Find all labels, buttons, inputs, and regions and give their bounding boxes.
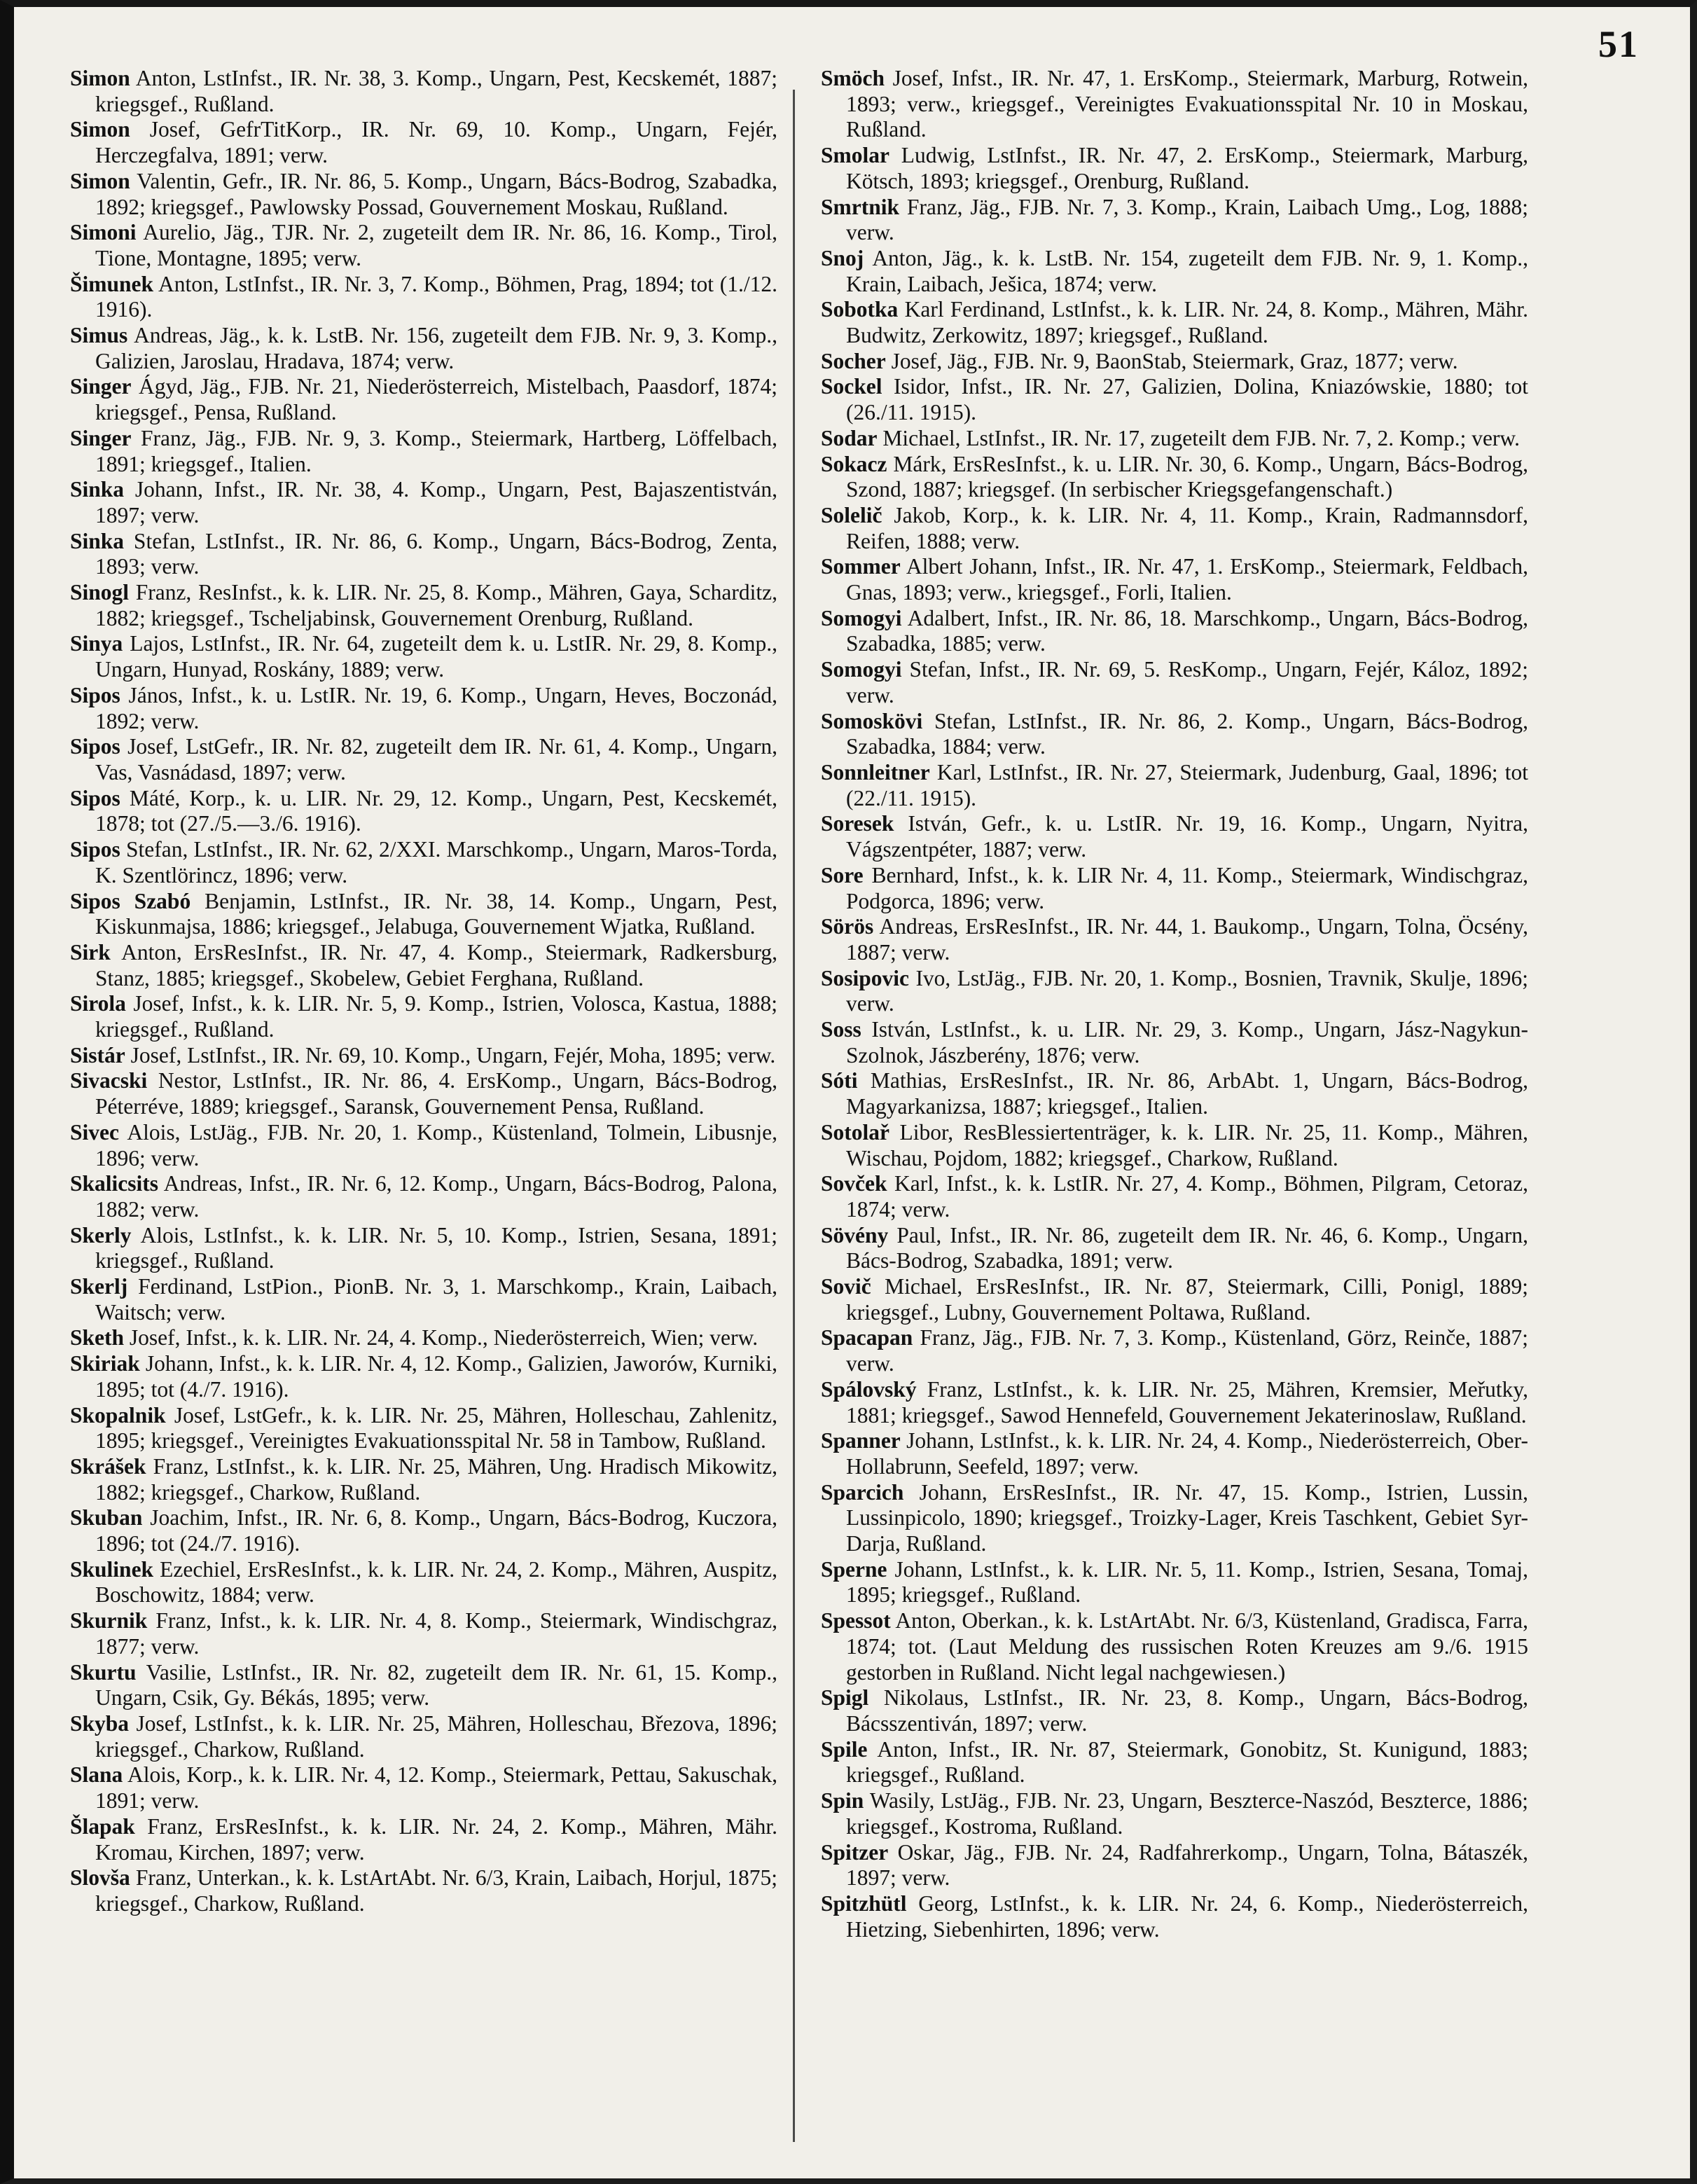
list-entry xyxy=(70,1120,777,1171)
entry-details: Josef, LstGefr., k. k. LIR. Nr. 25, Mähren, Holleschau, Zahlenitz, 1895; kriegsgef., Vereinigtes Evakuationsspital Nr. 58 in Tambow, Rußland. xyxy=(95,1402,778,1453)
entry-details: Andreas, ErsResInfst., IR. Nr. 44, 1. Baukomp., Ungarn, Tolna, Öcsény, 1887; verw. xyxy=(846,914,1528,965)
entry-surname: Sirola xyxy=(70,991,126,1016)
list-entry xyxy=(70,1814,777,1865)
entry-details: Libor, ResBlessiertenträger, k. k. LIR. Nr. 25, 11. Komp., Mähren, Wischau, Pojdom, 1882; kriegsgef., Charkow, Rußland. xyxy=(846,1119,1528,1170)
entry-surname: Sparcich xyxy=(821,1479,904,1505)
entry-surname: Smöch xyxy=(821,66,885,90)
list-entry xyxy=(70,1608,777,1659)
list-entry xyxy=(70,1762,777,1813)
list-entry xyxy=(70,1454,777,1505)
entry-surname: Skuban xyxy=(70,1505,143,1530)
entry-details: Ágyd, Jäg., FJB. Nr. 21, Niederösterreich, Mistelbach, Paasdorf, 1874; kriegsgef., Pensa, Rußland. xyxy=(95,374,777,425)
entry-surname: Sovič xyxy=(821,1274,871,1299)
entry-surname: Sokacz xyxy=(821,451,887,476)
list-entry xyxy=(821,863,1528,914)
list-entry xyxy=(821,914,1528,965)
entry-details: Franz, Jäg., FJB. Nr. 7, 3. Komp., Küstenland, Görz, Reinče, 1887; verw. xyxy=(846,1325,1529,1376)
entry-surname: Slovša xyxy=(70,1865,130,1891)
entry-surname: Sommer xyxy=(821,554,901,579)
entry-surname: Sivec xyxy=(70,1119,119,1145)
entry-surname: Sinya xyxy=(70,631,123,656)
entry-surname: Sotolař xyxy=(821,1119,889,1145)
list-entry xyxy=(821,1171,1528,1222)
entry-surname: Spitzhütl xyxy=(821,1891,907,1916)
entry-details: Benjamin, LstInfst., IR. Nr. 38, 14. Komp., Ungarn, Pest, Kiskunmajsa, 1886; kriegsgef., Jelabuga, Gouvernement Wjatka, Rußland. xyxy=(95,888,777,939)
entry-details: Franz, ResInfst., k. k. LIR. Nr. 25, 8. Komp., Mähren, Gaya, Scharditz, 1882; kriegsgef., Tscheljabinsk, Gouvernement Orenburg, Rußland. xyxy=(95,580,777,630)
entry-details: Nestor, LstInfst., IR. Nr. 86, 4. ErsKomp., Ungarn, Bács-Bodrog, Péterréve, 1889; kriegsgef., Saransk, Gouvernement Pensa, Rußland. xyxy=(95,1068,778,1119)
entry-surname: Sinogl xyxy=(70,580,130,605)
entry-details: Andreas, Jäg., k. k. LstB. Nr. 156, zugeteilt dem FJB. Nr. 9, 3. Komp., Galizien, Jaroslau, Hradava, 1874; verw. xyxy=(95,323,777,373)
entry-surname: Skopalnik xyxy=(70,1402,166,1428)
list-entry xyxy=(821,1223,1528,1274)
column-divider xyxy=(793,90,795,2142)
entry-surname: Skrášek xyxy=(70,1453,146,1479)
entry-surname: Simus xyxy=(70,323,128,348)
list-entry xyxy=(70,1711,777,1762)
list-entry xyxy=(821,503,1528,554)
entry-details: Mathias, ErsResInfst., IR. Nr. 86, ArbAbt. 1, Ungarn, Bács-Bodrog, Magyarkanizsa, 1887; kriegsgef., Italien. xyxy=(846,1068,1529,1119)
list-entry xyxy=(70,1403,777,1454)
list-entry xyxy=(70,1351,777,1402)
entry-surname: Sinka xyxy=(70,528,125,553)
list-entry xyxy=(821,1608,1528,1685)
list-entry xyxy=(70,1325,777,1351)
entry-details: István, Gefr., k. u. LstIR. Nr. 19, 16. Komp., Ungarn, Nyitra, Vágszentpéter, 1887; verw. xyxy=(846,811,1528,862)
entry-details: Márk, ErsResInfst., k. u. LIR. Nr. 30, 6. Komp., Ungarn, Bács-Bodrog, Szond, 1887; kriegsgef. (In serbischer Kriegsgefangenschaft.) xyxy=(846,451,1529,502)
entry-surname: Smolar xyxy=(821,143,889,168)
entry-surname: Sosipovic xyxy=(821,965,910,990)
entry-details: Oskar, Jäg., FJB. Nr. 24, Radfahrerkomp., Ungarn, Tolna, Bátaszék, 1897; verw. xyxy=(846,1839,1529,1891)
entry-surname: Spile xyxy=(821,1736,868,1762)
list-entry xyxy=(70,1171,777,1222)
entry-details: Franz, Infst., k. k. LIR. Nr. 4, 8. Komp., Steiermark, Windischgraz, 1877; verw. xyxy=(95,1608,778,1659)
list-entry xyxy=(821,1557,1528,1608)
list-entry xyxy=(821,966,1528,1017)
list-entry xyxy=(821,1737,1528,1788)
entry-details: Josef, GefrTitKorp., IR. Nr. 69, 10. Komp., Ungarn, Fejér, Herczegfalva, 1891; verw. xyxy=(95,117,777,168)
entry-details: Stefan, LstInfst., IR. Nr. 86, 2. Komp., Ungarn, Bács-Bodrog, Szabadka, 1884; verw. xyxy=(846,708,1529,759)
entry-surname: Sipos xyxy=(70,734,120,759)
list-entry xyxy=(70,1274,777,1325)
list-entry xyxy=(70,117,777,168)
entry-surname: Simon xyxy=(70,66,130,90)
entry-surname: Šlapak xyxy=(70,1813,135,1839)
list-entry xyxy=(70,734,777,785)
entry-details: Jakob, Korp., k. k. LIR. Nr. 4, 11. Komp., Krain, Radmannsdorf, Reifen, 1888; verw. xyxy=(846,502,1528,553)
list-entry xyxy=(821,1480,1528,1557)
entry-details: Anton, Jäg., k. k. LstB. Nr. 154, zugeteilt dem FJB. Nr. 9, 1. Komp., Krain, Laibach, Ješica, 1874; verw. xyxy=(846,245,1528,296)
entry-details: Franz, LstInfst., k. k. LIR. Nr. 25, Mähren, Kremsier, Meřutky, 1881; kriegsgef., Sawod Hennefeld, Gouvernement Jekaterinoslaw, Rußland. xyxy=(846,1376,1529,1428)
entry-details: Michael, ErsResInfst., IR. Nr. 87, Steiermark, Cilli, Ponigl, 1889; kriegsgef., Lubny, Gouvernement Poltawa, Rußland. xyxy=(846,1274,1528,1325)
list-entry xyxy=(70,272,777,323)
list-entry xyxy=(70,580,777,631)
list-entry xyxy=(70,940,777,991)
list-entry xyxy=(821,554,1528,605)
entry-surname: Sketh xyxy=(70,1325,125,1350)
list-entry xyxy=(821,811,1528,862)
entry-surname: Sore xyxy=(821,862,864,887)
entry-surname: Spálovský xyxy=(821,1376,917,1402)
list-entry xyxy=(70,1223,777,1274)
entry-surname: Snoj xyxy=(821,245,864,270)
entry-details: Franz, Unterkan., k. k. LstArtAbt. Nr. 6/3, Krain, Laibach, Horjul, 1875; kriegsgef., Charkow, Rußland. xyxy=(95,1865,777,1916)
list-entry xyxy=(70,529,777,580)
list-entry xyxy=(821,452,1528,503)
entry-surname: Sörös xyxy=(821,914,874,939)
right-column xyxy=(821,66,1528,1942)
entry-details: Anton, Infst., IR. Nr. 87, Steiermark, Gonobitz, St. Kunigund, 1883; kriegsgef., Rußland. xyxy=(846,1736,1528,1788)
list-entry xyxy=(70,374,777,425)
entry-details: Ferdinand, LstPion., PionB. Nr. 3, 1. Marschkomp., Krain, Laibach, Waitsch; verw. xyxy=(95,1274,778,1325)
entry-details: Lajos, LstInfst., IR. Nr. 64, zugeteilt dem k. u. LstIR. Nr. 29, 8. Komp., Ungarn, Hunyad, Roskány, 1889; verw. xyxy=(95,631,777,682)
entry-details: Alois, LstJäg., FJB. Nr. 20, 1. Komp., Küstenland, Tolmein, Libusnje, 1896; verw. xyxy=(95,1119,777,1170)
list-entry xyxy=(70,477,777,528)
list-entry xyxy=(821,1274,1528,1325)
entry-details: Isidor, Infst., IR. Nr. 27, Galizien, Dolina, Kniazówskie, 1880; tot (26./11. 1915). xyxy=(846,374,1529,425)
entry-details: Albert Johann, Infst., IR. Nr. 47, 1. ErsKomp., Steiermark, Feldbach, Gnas, 1893; verw., kriegsgef., Forli, Italien. xyxy=(846,554,1529,605)
entry-surname: Sipos xyxy=(70,682,120,707)
entry-details: Aurelio, Jäg., TJR. Nr. 2, zugeteilt dem IR. Nr. 86, 16. Komp., Tirol, Tione, Montagne, 1895; verw. xyxy=(95,220,777,270)
entry-surname: Spigl xyxy=(821,1685,869,1710)
entry-surname: Šimunek xyxy=(70,271,154,296)
list-entry xyxy=(821,1068,1528,1119)
entry-surname: Skurnik xyxy=(70,1608,148,1633)
entry-surname: Slana xyxy=(70,1762,123,1788)
list-entry xyxy=(70,66,777,117)
entry-surname: Simoni xyxy=(70,220,137,245)
list-entry xyxy=(70,1043,777,1069)
entry-surname: Sipos xyxy=(70,837,120,862)
entry-details: Valentin, Gefr., IR. Nr. 86, 5. Komp., Ungarn, Bács-Bodrog, Szabadka, 1892; kriegsgef., Pawlowsky Possad, Gouvernement Moskau, Rußland. xyxy=(95,168,777,219)
list-entry xyxy=(70,786,777,837)
entry-surname: Simon xyxy=(70,168,130,193)
list-entry xyxy=(821,66,1528,143)
entry-details: Anton, Oberkan., k. k. LstArtAbt. Nr. 6/3, Küstenland, Gradisca, Farra, 1874; tot. (Laut Meldung des russischen Roten Kreuzes am 9./6. 1915 gestorben in Rußland. Nicht legal nachgewiesen.) xyxy=(846,1608,1529,1685)
list-entry xyxy=(70,837,777,888)
entry-details: Johann, LstInfst., k. k. LIR. Nr. 5, 11. Komp., Istrien, Sesana, Tomaj, 1895; kriegsgef., Rußland. xyxy=(846,1556,1528,1608)
entry-details: Ivo, LstJäg., FJB. Nr. 20, 1. Komp., Bosnien, Travnik, Skulje, 1896; verw. xyxy=(846,965,1528,1016)
entry-surname: Spessot xyxy=(821,1608,891,1633)
list-entry xyxy=(821,1685,1528,1736)
list-entry xyxy=(821,195,1528,246)
entry-details: Alois, Korp., k. k. LIR. Nr. 4, 12. Komp., Steiermark, Pettau, Sakuschak, 1891; verw. xyxy=(95,1762,777,1813)
entry-details: Stefan, Infst., IR. Nr. 69, 5. ResKomp., Ungarn, Fejér, Káloz, 1892; verw. xyxy=(846,657,1529,707)
list-entry xyxy=(821,426,1528,452)
entry-details: Nikolaus, LstInfst., IR. Nr. 23, 8. Komp., Ungarn, Bács-Bodrog, Bácsszentiván, 1897; verw. xyxy=(846,1685,1528,1736)
entry-details: Andreas, Infst., IR. Nr. 6, 12. Komp., Ungarn, Bács-Bodrog, Palona, 1882; verw. xyxy=(95,1171,778,1222)
list-entry xyxy=(821,297,1528,348)
list-entry xyxy=(821,657,1528,708)
entry-surname: Spacapan xyxy=(821,1325,913,1350)
entry-details: Josef, LstInfst., IR. Nr. 69, 10. Komp., Ungarn, Fejér, Moha, 1895; verw. xyxy=(130,1042,776,1067)
entry-details: Anton, LstInfst., IR. Nr. 3, 7. Komp., Böhmen, Prag, 1894; tot (1./12. 1916). xyxy=(95,271,777,322)
entry-details: Josef, Infst., k. k. LIR. Nr. 24, 4. Komp., Niederösterreich, Wien; verw. xyxy=(129,1325,759,1350)
entry-details: Josef, Jäg., FJB. Nr. 9, BaonStab, Steiermark, Graz, 1877; verw. xyxy=(891,348,1458,373)
list-entry xyxy=(821,1377,1528,1428)
entry-details: Wasily, LstJäg., FJB. Nr. 23, Ungarn, Beszterce-Naszód, Beszterce, 1886; kriegsgef., Kostroma, Rußland. xyxy=(846,1788,1528,1839)
entry-surname: Solelič xyxy=(821,502,882,527)
entry-surname: Spin xyxy=(821,1788,864,1813)
entry-details: Johann, LstInfst., k. k. LIR. Nr. 24, 4. Komp., Niederösterreich, Ober-Hollabrunn, Seefeld, 1897; verw. xyxy=(846,1428,1528,1479)
left-column xyxy=(70,66,777,1917)
entry-details: János, Infst., k. u. LstIR. Nr. 19, 6. Komp., Ungarn, Heves, Boczonád, 1892; verw. xyxy=(95,682,778,733)
entry-details: Stefan, LstInfst., IR. Nr. 86, 6. Komp., Ungarn, Bács-Bodrog, Zenta, 1893; verw. xyxy=(95,528,777,579)
list-entry xyxy=(821,1788,1528,1839)
entry-surname: Skulinek xyxy=(70,1556,154,1582)
entry-details: Ezechiel, ErsResInfst., k. k. LIR. Nr. 24, 2. Komp., Mähren, Auspitz, Boschowitz, 1884; verw. xyxy=(95,1556,777,1608)
list-entry xyxy=(70,683,777,734)
entry-details: Ludwig, LstInfst., IR. Nr. 47, 2. ErsKomp., Steiermark, Marburg, Kötsch, 1893; kriegsgef., Orenburg, Rußland. xyxy=(846,143,1528,193)
list-entry xyxy=(70,1660,777,1711)
entry-surname: Somogyi xyxy=(821,657,902,682)
entry-surname: Somogyi xyxy=(821,605,902,630)
page-number: 51 xyxy=(1598,23,1639,65)
list-entry xyxy=(821,1428,1528,1479)
list-entry xyxy=(70,1068,777,1119)
entry-surname: Sonnleitner xyxy=(821,759,930,785)
entry-surname: Skiriak xyxy=(70,1351,140,1376)
entry-surname: Sipos xyxy=(70,785,120,810)
entry-surname: Skurtu xyxy=(70,1659,137,1685)
entry-surname: Sivacski xyxy=(70,1068,148,1093)
entry-details: Stefan, LstInfst., IR. Nr. 62, 2/XXI. Marschkomp., Ungarn, Maros-Torda, K. Szentlörincz, 1896; verw. xyxy=(95,837,778,887)
list-entry xyxy=(70,323,777,374)
entry-details: Josef, LstGefr., IR. Nr. 82, zugeteilt dem IR. Nr. 61, 4. Komp., Ungarn, Vas, Vasnádasd, 1897; verw. xyxy=(95,734,777,785)
list-entry xyxy=(821,1891,1528,1942)
entry-surname: Socher xyxy=(821,348,886,373)
list-entry xyxy=(821,349,1528,375)
entry-surname: Soresek xyxy=(821,811,894,836)
list-entry xyxy=(821,709,1528,760)
entry-surname: Sipos Szabó xyxy=(70,888,191,913)
entry-details: Josef, Infst., k. k. LIR. Nr. 5, 9. Komp., Istrien, Volosca, Kastua, 1888; kriegsgef., Rußland. xyxy=(95,991,777,1042)
list-entry xyxy=(821,760,1528,811)
entry-details: Anton, LstInfst., IR. Nr. 38, 3. Komp., Ungarn, Pest, Kecskemét, 1887; kriegsgef., Rußland. xyxy=(95,66,777,116)
list-entry xyxy=(70,991,777,1042)
entry-surname: Skerlj xyxy=(70,1274,128,1299)
entry-details: Karl, LstInfst., IR. Nr. 27, Steiermark, Judenburg, Gaal, 1896; tot (22./11. 1915). xyxy=(846,759,1528,810)
entry-surname: Spanner xyxy=(821,1428,901,1453)
entry-surname: Sperne xyxy=(821,1556,887,1582)
entry-surname: Spitzer xyxy=(821,1839,889,1865)
entry-surname: Skyba xyxy=(70,1711,130,1736)
entry-surname: Skalicsits xyxy=(70,1171,159,1196)
list-entry xyxy=(70,889,777,940)
entry-details: Paul, Infst., IR. Nr. 86, zugeteilt dem IR. Nr. 46, 6. Komp., Ungarn, Bács-Bodrog, Szabadka, 1891; verw. xyxy=(846,1222,1528,1273)
entry-details: Adalbert, Infst., IR. Nr. 86, 18. Marschkomp., Ungarn, Bács-Bodrog, Szabadka, 1885; verw. xyxy=(846,605,1528,656)
entry-details: Máté, Korp., k. u. LIR. Nr. 29, 12. Komp., Ungarn, Pest, Kecskemét, 1878; tot (27./5.—3./6. 1916). xyxy=(95,785,778,836)
list-entry xyxy=(70,169,777,220)
entry-surname: Sovček xyxy=(821,1171,887,1196)
entry-details: Johann, Infst., k. k. LIR. Nr. 4, 12. Komp., Galizien, Jaworów, Kurniki, 1895; tot (4./7. 1916). xyxy=(95,1351,778,1402)
list-entry xyxy=(821,1017,1528,1068)
entry-details: Franz, LstInfst., k. k. LIR. Nr. 25, Mähren, Ung. Hradisch Mikowitz, 1882; kriegsgef., Charkow, Rußland. xyxy=(95,1453,777,1505)
entry-surname: Somoskövi xyxy=(821,708,923,733)
list-entry xyxy=(70,1505,777,1556)
entry-surname: Singer xyxy=(70,374,132,399)
entry-details: Vasilie, LstInfst., IR. Nr. 82, zugeteilt dem IR. Nr. 61, 15. Komp., Ungarn, Csik, Gy. Békás, 1895; verw. xyxy=(95,1659,777,1710)
list-entry xyxy=(70,1557,777,1608)
list-entry xyxy=(70,631,777,682)
list-entry xyxy=(821,1325,1528,1376)
list-entry xyxy=(821,143,1528,194)
entry-details: Franz, Jäg., FJB. Nr. 9, 3. Komp., Steiermark, Hartberg, Löffelbach, 1891; kriegsgef., Italien. xyxy=(95,425,778,476)
entry-surname: Soss xyxy=(821,1017,861,1042)
list-entry xyxy=(821,374,1528,425)
entry-details: Franz, ErsResInfst., k. k. LIR. Nr. 24, 2. Komp., Mähren, Mähr. Kromau, Kirchen, 1897; verw. xyxy=(95,1813,777,1865)
entry-surname: Sövény xyxy=(821,1222,889,1247)
entry-surname: Sobotka xyxy=(821,297,899,322)
entry-details: Anton, ErsResInfst., IR. Nr. 47, 4. Komp., Steiermark, Radkersburg, Stanz, 1885; kriegsgef., Skobelew, Gebiet Ferghana, Rußland. xyxy=(95,939,777,990)
entry-details: Georg, LstInfst., k. k. LIR. Nr. 24, 6. Komp., Niederösterreich, Hietzing, Siebenhirten, 1896; verw. xyxy=(846,1891,1528,1942)
entry-surname: Sirk xyxy=(70,939,111,965)
entry-surname: Simon xyxy=(70,117,130,142)
entry-details: Karl, Infst., k. k. LstIR. Nr. 27, 4. Komp., Böhmen, Pilgram, Cetoraz, 1874; verw. xyxy=(846,1171,1528,1222)
list-entry xyxy=(821,1120,1528,1171)
entry-surname: Sodar xyxy=(821,425,878,450)
entry-details: Franz, Jäg., FJB. Nr. 7, 3. Komp., Krain, Laibach Umg., Log, 1888; verw. xyxy=(846,194,1528,245)
entry-surname: Singer xyxy=(70,425,132,450)
entry-details: Joachim, Infst., IR. Nr. 6, 8. Komp., Ungarn, Bács-Bodrog, Kuczora, 1896; tot (24./7. 1916). xyxy=(95,1505,778,1556)
entry-details: Karl Ferdinand, LstInfst., k. k. LIR. Nr. 24, 8. Komp., Mähren, Mähr. Budwitz, Zerkowitz, 1897; kriegsgef., Rußland. xyxy=(846,297,1528,348)
entry-details: Josef, LstInfst., k. k. LIR. Nr. 25, Mähren, Holleschau, Březova, 1896; kriegsgef., Charkow, Rußland. xyxy=(95,1711,777,1762)
list-entry xyxy=(821,1840,1528,1891)
list-entry xyxy=(821,606,1528,657)
entry-surname: Sinka xyxy=(70,477,125,502)
list-entry xyxy=(821,246,1528,297)
entry-details: Bernhard, Infst., k. k. LIR Nr. 4, 11. Komp., Steiermark, Windischgraz, Podgorca, 1896; verw. xyxy=(846,862,1529,913)
entry-details: Josef, Infst., IR. Nr. 47, 1. ErsKomp., Steiermark, Marburg, Rotwein, 1893; verw., kriegsgef., Vereinigtes Evakuationsspital Nr. 10 in Moskau, Rußland. xyxy=(846,66,1529,142)
entry-details: Johann, ErsResInfst., IR. Nr. 47, 15. Komp., Istrien, Lussin, Lussinpicolo, 1890; kriegsgef., Troizky-Lager, Kreis Taschkent, Gebiet Syr-Darja, Rußland. xyxy=(846,1479,1529,1556)
entry-surname: Sistár xyxy=(70,1042,125,1067)
entry-details: Michael, LstInfst., IR. Nr. 17, zugeteilt dem FJB. Nr. 7, 2. Komp.; verw. xyxy=(882,425,1520,450)
list-entry xyxy=(70,220,777,271)
entry-details: István, LstInfst., k. u. LIR. Nr. 29, 3. Komp., Ungarn, Jász-Nagykun-Szolnok, Jászberény, 1876; verw. xyxy=(846,1017,1529,1067)
entry-details: Johann, Infst., IR. Nr. 38, 4. Komp., Ungarn, Pest, Bajaszentistván, 1897; verw. xyxy=(95,477,777,527)
list-entry xyxy=(70,426,777,477)
entry-surname: Smrtnik xyxy=(821,194,900,219)
list-entry xyxy=(70,1865,777,1916)
entry-surname: Sóti xyxy=(821,1068,858,1093)
entry-surname: Skerly xyxy=(70,1222,132,1247)
entry-details: Alois, LstInfst., k. k. LIR. Nr. 5, 10. Komp., Istrien, Sesana, 1891; kriegsgef., Rußland. xyxy=(95,1222,777,1273)
entry-surname: Sockel xyxy=(821,374,882,399)
